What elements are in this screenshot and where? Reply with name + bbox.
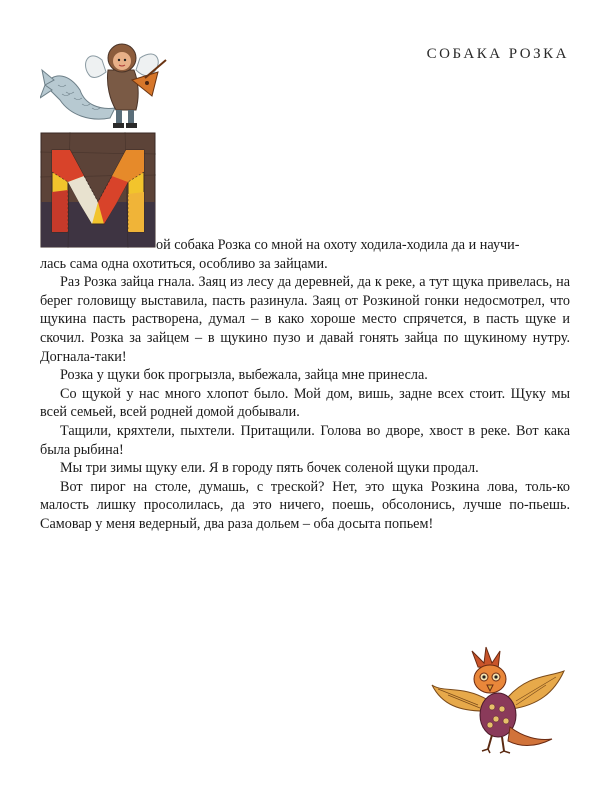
paragraph-5: Тащили, кряхтели, пыхтели. Притащили. Голова во дворе, хвост в реке. Вот кака была рыбина! [40, 422, 570, 458]
paragraph-1-line-2: лась сама одна охотиться, особливо за зайцами. [40, 255, 328, 272]
story-text [40, 236, 570, 534]
paragraph-1-line-1: ой собака Розка со мной на охоту ходила-ходила да и научи- [156, 237, 520, 253]
bird-illustration [428, 645, 568, 760]
paragraph-6: Мы три зимы щуку ели. Я в городу пять бочек соленой щуки продал. [60, 460, 479, 477]
page-title: СОБАКА РОЗКА [426, 46, 569, 62]
paragraph-7: Вот пирог на столе, думашь, с треской? Нет, это щука Розкина лова, толь-ко малость лишку просолилась, да это ничего, поешь, обсолонись, лучше по-пьешь. Самовар у меня ведерный, два раза дольем – оба досыта попьем! [40, 478, 570, 532]
paragraph-3: Розка у щуки бок прогрызла, выбежала, зайца мне принесла. [60, 367, 428, 384]
mermaid-illustration [40, 30, 170, 140]
paragraph-4: Со щукой у нас много хлопот было. Мой дом, вишь, задне всех стоит. Щуку мы всей семьей, всей родней домой добывали. [40, 385, 570, 421]
dropcap-letter-m [40, 132, 156, 248]
paragraph-2: Раз Розка зайца гнала. Заяц из лесу да деревней, да к реке, а тут щука привелась, на берег головищу выставила, пасть разинула. Заяц от Розкиной гонки недосмотрел, что щукина пасть растворена, думал – в како хороше место спрячется, в пасть щуке и скочил. Розка за зайцем – в щукино пузо и давай гонять зайца по щукиному нутру. Догнала-таки! [40, 274, 570, 365]
